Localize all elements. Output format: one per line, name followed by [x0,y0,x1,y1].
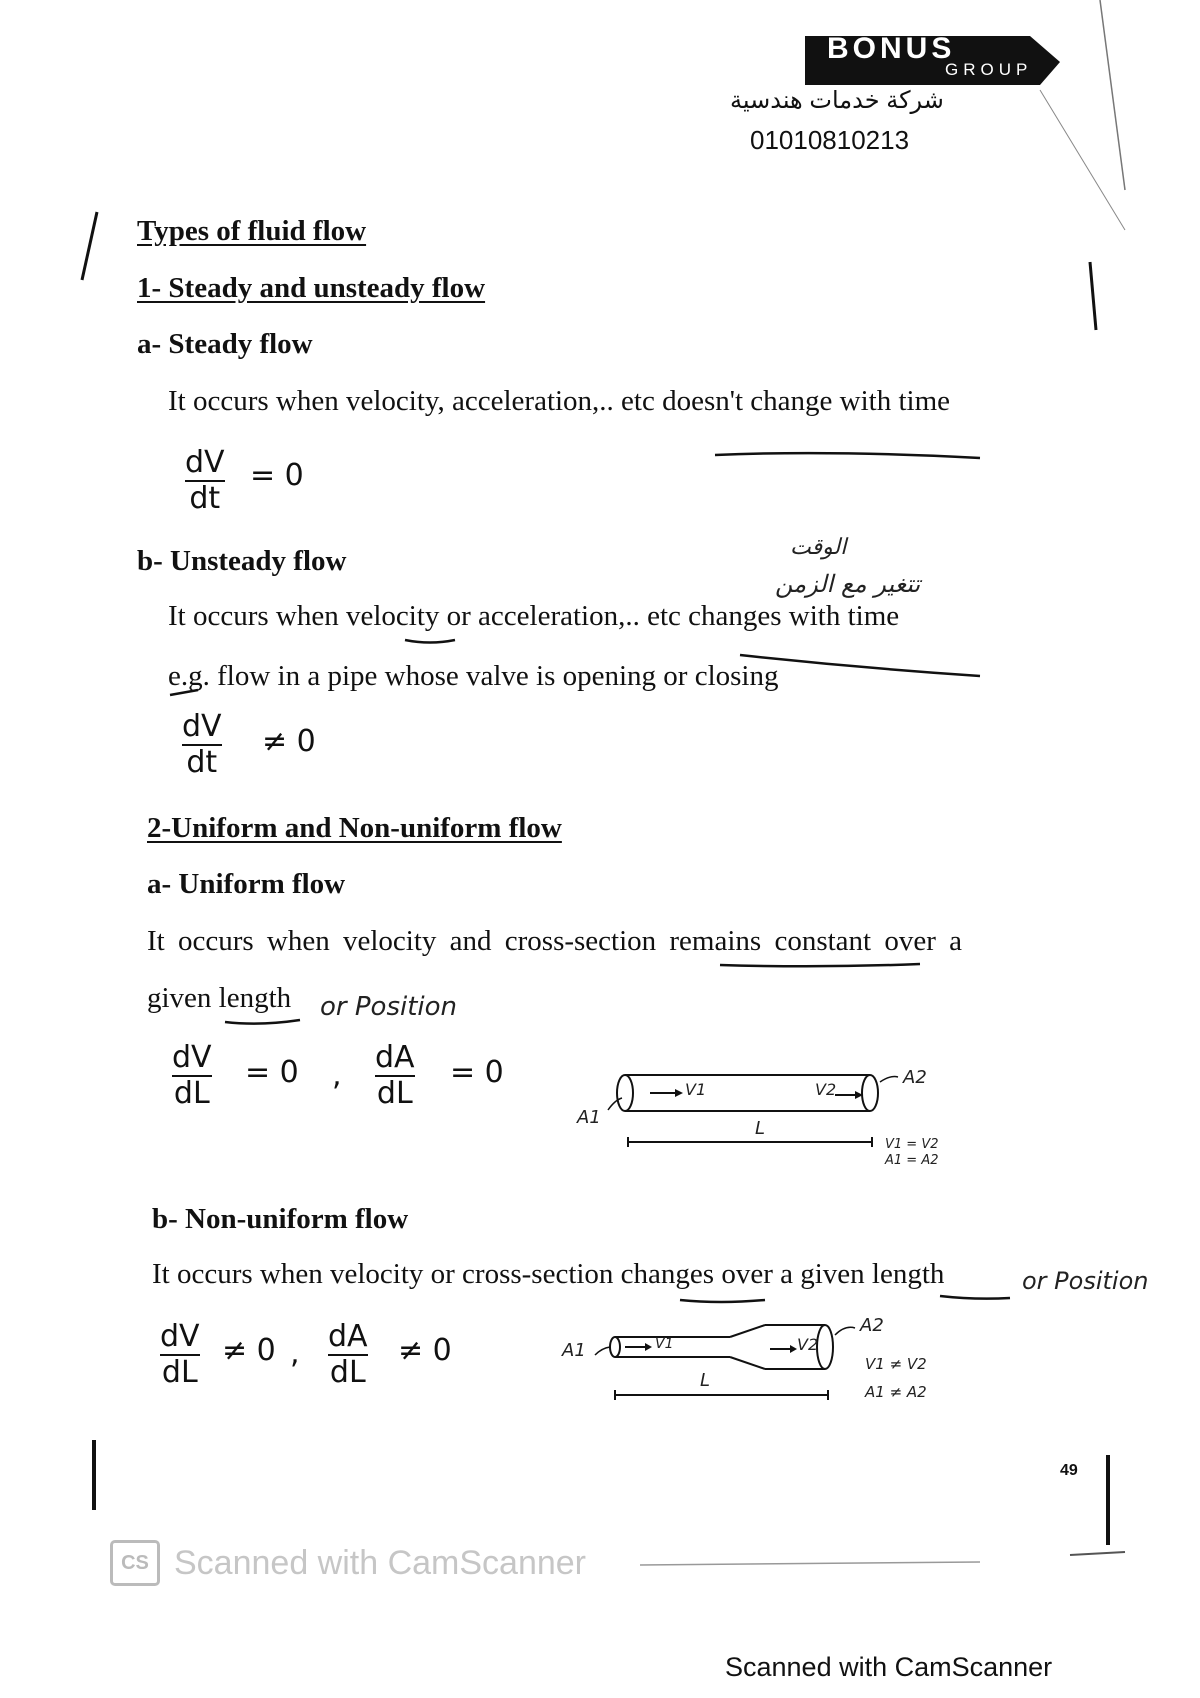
camscanner-watermark-text: Scanned with CamScanner [174,1543,587,1582]
nonuniform-eq2-denominator: dL [329,1355,366,1390]
subsection-steady-unsteady-label: 1- Steady and unsteady flow [137,272,486,304]
nonuniform-eq2-relation: ≠ 0 [398,1333,452,1368]
uniform-flow-heading: a- Uniform flow [147,868,346,900]
nonuniform-eq2-numerator: dA [328,1319,368,1354]
unsteady-flow-definition: It occurs when velocity or acceleration,.. etc changes with time [168,600,900,632]
equation-separator: , [332,1058,342,1093]
uniform-eq1-numerator: dV [172,1040,212,1075]
uniform-eq2-relation: = 0 [450,1055,504,1090]
unsteady-handwritten-note: تتغير مع الزمن [775,570,921,598]
nonuniform-eq1-numerator: dV [160,1319,200,1354]
steady-eq-numerator: dV [185,445,225,480]
logo-subtext: GROUP [945,60,1033,79]
uniform-eq2-denominator: dL [376,1076,413,1111]
nonuniform-flow-definition: It occurs when velocity or cross-section changes over a given length [152,1258,945,1290]
nonuniform-fig-v2: V2 [797,1335,819,1354]
company-name-arabic: شركة خدمات هندسية [730,87,944,114]
unsteady-flow-heading: b- Unsteady flow [137,545,347,577]
footer-scanner-label: Scanned with CamScanner [725,1652,1053,1682]
steady-eq-denominator: dt [189,481,221,516]
subsection-uniform-title: 2-Uniform and Non-uniform flow [147,812,562,844]
unsteady-eq-denominator: dt [186,745,218,780]
nonuniform-fig-condition-2: A1 ≠ A2 [865,1383,927,1401]
nonuniform-eq1-relation: ≠ 0 [222,1333,276,1368]
uniform-fig-a2: A2 [903,1067,927,1088]
uniform-fig-condition-2: A1 = A2 [885,1153,939,1168]
uniform-fig-v2: V2 [815,1080,837,1099]
nonuniform-handwritten-note: or Position [1022,1267,1149,1295]
unsteady-handwritten-note-top: الوقت [790,535,847,560]
nonuniform-fig-length: L [700,1370,711,1391]
unsteady-eq-relation: ≠ 0 [262,724,316,759]
unsteady-eq-numerator: dV [182,709,222,744]
unsteady-flow-example: e.g. flow in a pipe whose valve is opening or closing [168,660,779,692]
uniform-fig-v1: V1 [685,1080,707,1099]
nonuniform-fig-a1: A1 [562,1340,586,1361]
nonuniform-flow-heading: b- Non-uniform flow [152,1203,409,1235]
uniform-flow-definition-line1: It occurs when velocity and cross-section remains constant over a [147,925,962,957]
steady-flow-heading: a- Steady flow [137,328,313,360]
equation-separator: , [290,1336,300,1371]
section-title: Types of fluid flow [137,215,367,247]
nonuniform-fig-v1: V1 [655,1336,674,1352]
steady-eq-relation: = 0 [250,458,304,493]
nonuniform-fig-a2: A2 [860,1315,884,1336]
uniform-fig-condition-1: V1 = V2 [885,1137,939,1152]
nonuniform-eq1-denominator: dL [161,1355,198,1390]
uniform-fig-a1: A1 [577,1107,601,1128]
nonuniform-fig-condition-1: V1 ≠ V2 [865,1355,927,1373]
uniform-fig-length: L [755,1118,766,1139]
steady-flow-definition: It occurs when velocity, acceleration,.. etc doesn't change with time [168,385,951,417]
uniform-eq1-relation: = 0 [245,1055,299,1090]
uniform-eq2-numerator: dA [375,1040,415,1075]
logo-text: BONUS [827,32,956,65]
uniform-flow-definition-line2: given length [147,982,292,1014]
page-number: 49 [1060,1462,1078,1479]
uniform-handwritten-note: or Position [320,992,458,1022]
company-phone: 01010810213 [750,125,910,155]
uniform-eq1-denominator: dL [173,1076,210,1111]
camscanner-logo-icon: CS [110,1540,160,1586]
